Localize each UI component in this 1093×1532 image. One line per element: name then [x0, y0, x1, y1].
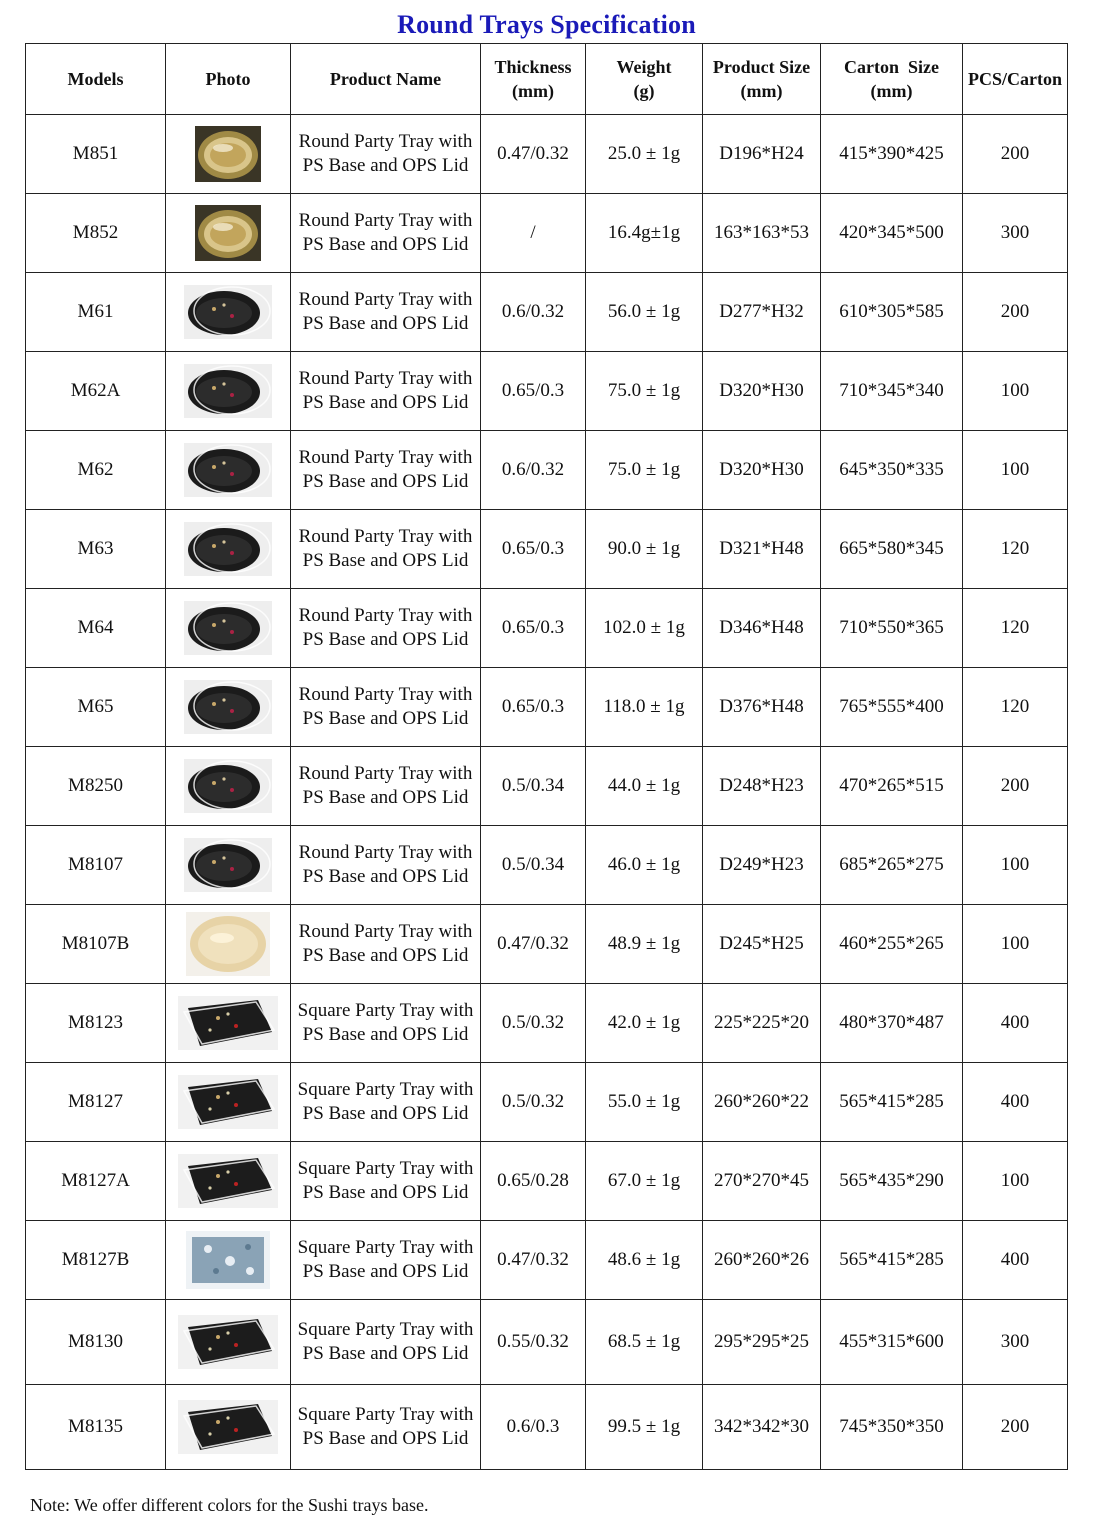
table-row	[26, 1221, 1068, 1300]
carton-size-cell: 710*550*365	[821, 589, 963, 668]
pcs-cell: 300	[963, 194, 1068, 273]
weight-cell: 67.0 ± 1g	[586, 1142, 703, 1221]
black-round-tray-icon	[184, 680, 272, 734]
weight-cell: 48.6 ± 1g	[586, 1221, 703, 1300]
carton-size-cell: 565*415*285	[821, 1221, 963, 1300]
product-name-cell	[291, 1221, 481, 1300]
weight-cell: 48.9 ± 1g	[586, 905, 703, 984]
table-row	[26, 747, 1068, 826]
product-name-line2: PS Base and OPS Lid	[302, 1343, 469, 1364]
thickness-cell: 0.65/0.28	[481, 1142, 586, 1221]
product-name-line1: Round Party Tray with	[298, 526, 473, 547]
model-cell: M61	[26, 273, 166, 352]
photo-cell	[166, 984, 291, 1063]
carton-size-cell: 480*370*487	[821, 984, 963, 1063]
photo-cell	[166, 352, 291, 431]
thickness-cell: 0.65/0.3	[481, 668, 586, 747]
model-cell: M62A	[26, 352, 166, 431]
model-cell: M64	[26, 589, 166, 668]
pcs-cell: 200	[963, 747, 1068, 826]
thickness-cell: 0.65/0.3	[481, 589, 586, 668]
weight-cell: 75.0 ± 1g	[586, 431, 703, 510]
product-name-cell	[291, 1385, 481, 1470]
thickness-cell: 0.47/0.32	[481, 115, 586, 194]
carton-size-cell: 685*265*275	[821, 826, 963, 905]
thickness-cell: 0.47/0.32	[481, 905, 586, 984]
carton-size-cell: 610*305*585	[821, 273, 963, 352]
carton-size-cell: 470*265*515	[821, 747, 963, 826]
product-size-cell: D320*H30	[703, 352, 821, 431]
black-square-tray-icon	[178, 996, 278, 1050]
product-name-line1: Round Party Tray with	[298, 684, 473, 705]
carton-size-cell: 455*315*600	[821, 1300, 963, 1385]
product-name-line2: PS Base and OPS Lid	[302, 1261, 469, 1282]
photo-cell	[166, 1142, 291, 1221]
product-name-cell	[291, 115, 481, 194]
photo-cell	[166, 194, 291, 273]
model-cell: M8130	[26, 1300, 166, 1385]
header-weight-label: Weight	[616, 57, 672, 77]
product-size-cell: 225*225*20	[703, 984, 821, 1063]
header-carton-size-unit: (mm)	[870, 81, 913, 101]
pcs-cell: 100	[963, 1142, 1068, 1221]
product-name-line2: PS Base and OPS Lid	[302, 234, 469, 255]
header-thickness-label: Thickness	[494, 57, 572, 77]
photo-cell	[166, 510, 291, 589]
header-weight-unit: (g)	[633, 81, 655, 101]
photo-cell	[166, 273, 291, 352]
pcs-cell: 400	[963, 1063, 1068, 1142]
thickness-cell: 0.5/0.34	[481, 826, 586, 905]
product-name-cell	[291, 194, 481, 273]
product-size-cell: D346*H48	[703, 589, 821, 668]
spec-table	[25, 43, 1068, 1470]
product-name-line1: Square Party Tray with	[297, 1319, 474, 1340]
table-row	[26, 273, 1068, 352]
black-square-tray-icon	[178, 1400, 278, 1454]
product-name-cell	[291, 273, 481, 352]
pcs-cell: 120	[963, 589, 1068, 668]
header-thickness-unit: (mm)	[512, 81, 554, 101]
header-row	[26, 44, 1068, 115]
pcs-cell: 100	[963, 352, 1068, 431]
product-size-cell: 260*260*26	[703, 1221, 821, 1300]
product-name-cell	[291, 510, 481, 589]
product-name-line1: Square Party Tray with	[297, 1158, 474, 1179]
weight-cell: 75.0 ± 1g	[586, 352, 703, 431]
product-name-line2: PS Base and OPS Lid	[302, 550, 469, 571]
table-row	[26, 431, 1068, 510]
table-row	[26, 589, 1068, 668]
model-cell: M8107	[26, 826, 166, 905]
product-name-line2: PS Base and OPS Lid	[302, 313, 469, 334]
carton-size-cell: 415*390*425	[821, 115, 963, 194]
carton-size-cell: 745*350*350	[821, 1385, 963, 1470]
pcs-cell: 400	[963, 984, 1068, 1063]
weight-cell: 25.0 ± 1g	[586, 115, 703, 194]
product-name-line1: Round Party Tray with	[298, 842, 473, 863]
weight-cell: 118.0 ± 1g	[586, 668, 703, 747]
product-name-cell	[291, 1063, 481, 1142]
pcs-cell: 300	[963, 1300, 1068, 1385]
pcs-cell: 100	[963, 826, 1068, 905]
carton-size-cell: 420*345*500	[821, 194, 963, 273]
photo-cell	[166, 905, 291, 984]
carton-size-cell: 710*345*340	[821, 352, 963, 431]
photo-cell	[166, 826, 291, 905]
weight-cell: 44.0 ± 1g	[586, 747, 703, 826]
weight-cell: 102.0 ± 1g	[586, 589, 703, 668]
photo-cell	[166, 1300, 291, 1385]
model-cell: M8123	[26, 984, 166, 1063]
weight-cell: 46.0 ± 1g	[586, 826, 703, 905]
carton-size-cell: 765*555*400	[821, 668, 963, 747]
product-name-line2: PS Base and OPS Lid	[302, 155, 469, 176]
product-name-line2: PS Base and OPS Lid	[302, 1024, 469, 1045]
pcs-cell: 200	[963, 273, 1068, 352]
model-cell: M65	[26, 668, 166, 747]
product-name-cell	[291, 905, 481, 984]
product-name-line2: PS Base and OPS Lid	[302, 708, 469, 729]
pcs-cell: 120	[963, 510, 1068, 589]
product-size-cell: 270*270*45	[703, 1142, 821, 1221]
photo-cell	[166, 668, 291, 747]
table-row	[26, 1385, 1068, 1470]
model-cell: M852	[26, 194, 166, 273]
model-cell: M63	[26, 510, 166, 589]
black-square-tray-icon	[178, 1075, 278, 1129]
product-name-cell	[291, 668, 481, 747]
product-name-cell	[291, 431, 481, 510]
table-row	[26, 1142, 1068, 1221]
header-product-size	[703, 44, 821, 115]
product-name-line2: PS Base and OPS Lid	[302, 945, 469, 966]
header-carton-size	[821, 44, 963, 115]
black-round-tray-icon	[184, 522, 272, 576]
header-product-size-label: Product Size	[712, 57, 811, 77]
carton-size-cell: 460*255*265	[821, 905, 963, 984]
table-row	[26, 1300, 1068, 1385]
table-row	[26, 984, 1068, 1063]
header-pcs-carton: PCS/Carton	[963, 44, 1068, 115]
product-size-cell: D277*H32	[703, 273, 821, 352]
table-row	[26, 826, 1068, 905]
product-name-line2: PS Base and OPS Lid	[302, 1103, 469, 1124]
weight-cell: 42.0 ± 1g	[586, 984, 703, 1063]
model-cell: M62	[26, 431, 166, 510]
model-cell: M851	[26, 115, 166, 194]
page-title: Round Trays Specification	[397, 10, 696, 39]
table-row	[26, 905, 1068, 984]
product-size-cell: 342*342*30	[703, 1385, 821, 1470]
gold-round-tray-icon	[195, 126, 261, 182]
product-size-cell: D320*H30	[703, 431, 821, 510]
product-size-cell: D321*H48	[703, 510, 821, 589]
product-name-cell	[291, 984, 481, 1063]
header-weight	[586, 44, 703, 115]
carton-size-cell: 665*580*345	[821, 510, 963, 589]
carton-size-cell: 565*415*285	[821, 1063, 963, 1142]
product-name-line1: Round Party Tray with	[298, 131, 473, 152]
black-square-tray-icon	[178, 1154, 278, 1208]
blue-square-tray-icon	[186, 1231, 270, 1289]
product-name-line2: PS Base and OPS Lid	[302, 1182, 469, 1203]
thickness-cell: 0.5/0.34	[481, 747, 586, 826]
product-name-line2: PS Base and OPS Lid	[302, 629, 469, 650]
product-name-cell	[291, 1300, 481, 1385]
photo-cell	[166, 1385, 291, 1470]
pcs-cell: 100	[963, 431, 1068, 510]
photo-cell	[166, 431, 291, 510]
weight-cell: 56.0 ± 1g	[586, 273, 703, 352]
product-size-cell: D376*H48	[703, 668, 821, 747]
product-name-cell	[291, 589, 481, 668]
table-row	[26, 115, 1068, 194]
model-cell: M8107B	[26, 905, 166, 984]
photo-cell	[166, 589, 291, 668]
product-size-cell: 295*295*25	[703, 1300, 821, 1385]
header-product-size-unit: (mm)	[740, 81, 783, 101]
footer-note: Note: We offer different colors for the Sushi trays base.	[30, 1495, 429, 1515]
product-size-cell: 260*260*22	[703, 1063, 821, 1142]
black-square-tray-icon	[178, 1315, 278, 1369]
thickness-cell: 0.65/0.3	[481, 510, 586, 589]
product-name-line1: Round Party Tray with	[298, 763, 473, 784]
model-cell: M8127B	[26, 1221, 166, 1300]
product-name-line1: Square Party Tray with	[297, 1237, 474, 1258]
header-product-name: Product Name	[291, 44, 481, 115]
model-cell: M8135	[26, 1385, 166, 1470]
thickness-cell: 0.5/0.32	[481, 984, 586, 1063]
thickness-cell: /	[481, 194, 586, 273]
weight-cell: 16.4g±1g	[586, 194, 703, 273]
product-size-cell: D248*H23	[703, 747, 821, 826]
product-name-line2: PS Base and OPS Lid	[302, 1428, 469, 1449]
cream-round-tray-icon	[186, 912, 270, 976]
product-name-line1: Round Party Tray with	[298, 447, 473, 468]
black-round-tray-icon	[184, 285, 272, 339]
product-size-cell: D245*H25	[703, 905, 821, 984]
thickness-cell: 0.6/0.32	[481, 431, 586, 510]
carton-size-cell: 565*435*290	[821, 1142, 963, 1221]
product-name-cell	[291, 1142, 481, 1221]
thickness-cell: 0.55/0.32	[481, 1300, 586, 1385]
product-name-line1: Square Party Tray with	[297, 1000, 474, 1021]
product-size-cell: D196*H24	[703, 115, 821, 194]
black-round-tray-icon	[184, 364, 272, 418]
black-round-tray-icon	[184, 443, 272, 497]
thickness-cell: 0.5/0.32	[481, 1063, 586, 1142]
thickness-cell: 0.65/0.3	[481, 352, 586, 431]
weight-cell: 90.0 ± 1g	[586, 510, 703, 589]
product-name-line2: PS Base and OPS Lid	[302, 866, 469, 887]
product-name-line2: PS Base and OPS Lid	[302, 392, 469, 413]
pcs-cell: 120	[963, 668, 1068, 747]
gold-round-tray-icon	[195, 205, 261, 261]
product-name-line2: PS Base and OPS Lid	[302, 471, 469, 492]
product-name-line1: Round Party Tray with	[298, 368, 473, 389]
thickness-cell: 0.6/0.3	[481, 1385, 586, 1470]
product-name-line1: Square Party Tray with	[297, 1079, 474, 1100]
table-row	[26, 668, 1068, 747]
weight-cell: 55.0 ± 1g	[586, 1063, 703, 1142]
pcs-cell: 100	[963, 905, 1068, 984]
pcs-cell: 400	[963, 1221, 1068, 1300]
product-name-line1: Round Party Tray with	[298, 289, 473, 310]
product-name-cell	[291, 747, 481, 826]
carton-size-cell: 645*350*335	[821, 431, 963, 510]
photo-cell	[166, 115, 291, 194]
model-cell: M8250	[26, 747, 166, 826]
model-cell: M8127	[26, 1063, 166, 1142]
photo-cell	[166, 1221, 291, 1300]
product-name-line1: Square Party Tray with	[297, 1404, 474, 1425]
photo-cell	[166, 1063, 291, 1142]
header-carton-size-label: Carton Size	[844, 57, 939, 77]
thickness-cell: 0.47/0.32	[481, 1221, 586, 1300]
product-name-line1: Round Party Tray with	[298, 210, 473, 231]
black-round-tray-icon	[184, 601, 272, 655]
weight-cell: 68.5 ± 1g	[586, 1300, 703, 1385]
header-photo: Photo	[166, 44, 291, 115]
header-thickness	[481, 44, 586, 115]
table-row	[26, 1063, 1068, 1142]
thickness-cell: 0.6/0.32	[481, 273, 586, 352]
product-size-cell: D249*H23	[703, 826, 821, 905]
model-cell: M8127A	[26, 1142, 166, 1221]
pcs-cell: 200	[963, 115, 1068, 194]
product-name-line2: PS Base and OPS Lid	[302, 787, 469, 808]
pcs-cell: 200	[963, 1385, 1068, 1470]
table-row	[26, 352, 1068, 431]
table-row	[26, 194, 1068, 273]
product-name-cell	[291, 352, 481, 431]
product-name-line1: Round Party Tray with	[298, 605, 473, 626]
product-name-line1: Round Party Tray with	[298, 921, 473, 942]
product-name-cell	[291, 826, 481, 905]
product-size-cell: 163*163*53	[703, 194, 821, 273]
header-models: Models	[26, 44, 166, 115]
photo-cell	[166, 747, 291, 826]
black-round-tray-icon	[184, 759, 272, 813]
black-round-tray-icon	[184, 838, 272, 892]
table-row	[26, 510, 1068, 589]
weight-cell: 99.5 ± 1g	[586, 1385, 703, 1470]
